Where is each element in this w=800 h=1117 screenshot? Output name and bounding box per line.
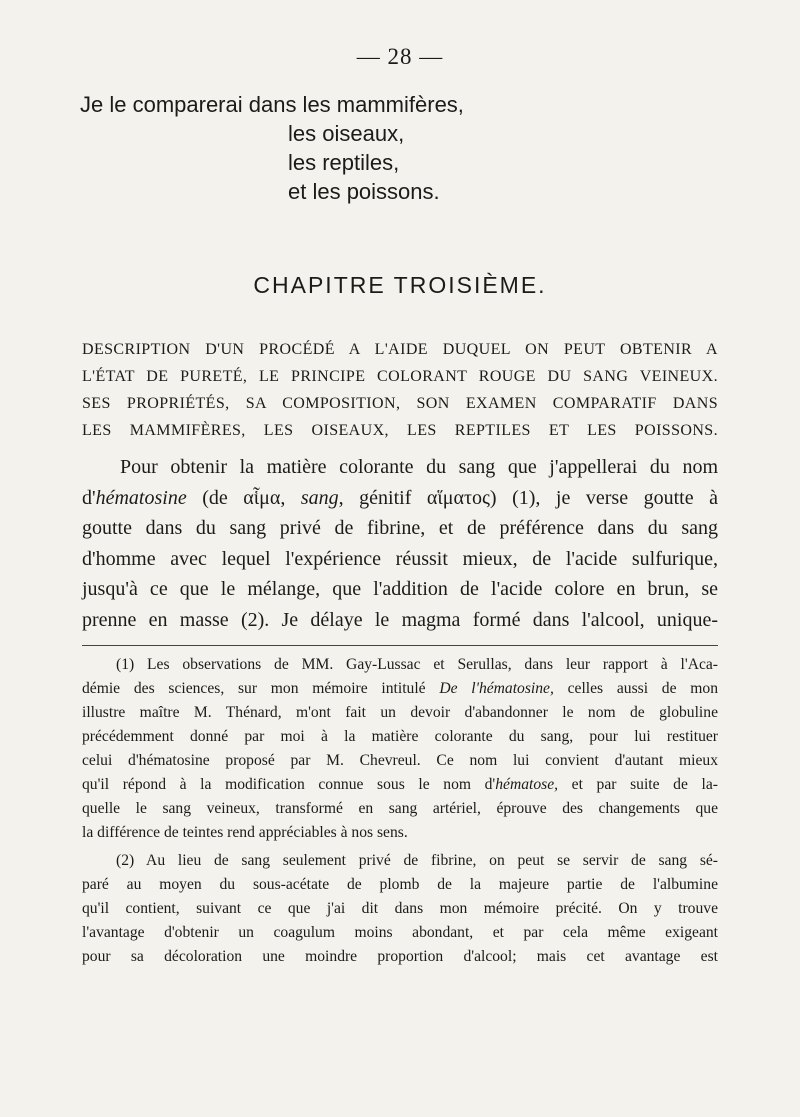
chapter-summary	[82, 336, 718, 444]
body-text-segment: (de αἷμα,	[186, 486, 301, 509]
italic-term: hématose,	[495, 776, 559, 793]
footnotes	[82, 653, 718, 969]
intro-lines	[80, 90, 464, 206]
footnote-text-segment: démie des sciences, sur mon mémoire intitulé	[82, 680, 440, 697]
footnote-line: précédemment donné par moi à la matière colorante du sang, pour lui restituer	[82, 728, 718, 745]
footnote-line: paré au moyen du sous-acétate de plomb de la majeure partie de l'albumine	[82, 876, 718, 893]
body-text-segment: d'	[82, 486, 96, 509]
summary-line: L'ÉTAT DE PURETÉ, LE PRINCIPE COLORANT ROUGE DU SANG VEINEUX.	[82, 368, 718, 385]
footnote-line: (2) Au lieu de sang seulement privé de fibrine, on peut se servir de sang sé-	[116, 852, 718, 869]
footnote-text-segment: et par suite de la-	[558, 776, 718, 793]
footnote-line: pour sa décoloration une moindre proportion d'alcool; mais cet avantage est	[82, 948, 718, 965]
footnote-line: celui d'hématosine proposé par M. Chevreul. Ce nom lui convient d'autant mieux	[82, 752, 718, 769]
body-paragraph	[82, 452, 718, 635]
summary-line: LES MAMMIFÈRES, LES OISEAUX, LES REPTILES ET LES POISSONS.	[82, 422, 718, 439]
body-line: Pour obtenir la matière colorante du sang que j'appellerai du nom	[120, 456, 718, 478]
intro-line: et les poissons.	[288, 179, 440, 204]
footnote-line	[82, 677, 718, 701]
summary-line: SES PROPRIÉTÉS, SA COMPOSITION, SON EXAMEN COMPARATIF DANS	[82, 395, 718, 412]
body-line: d'homme avec lequel l'expérience réussit mieux, de l'acide sulfurique,	[82, 547, 718, 570]
body-line: prenne en masse (2). Je délaye le magma formé dans l'alcool, unique-	[82, 608, 718, 631]
italic-term: hématosine	[95, 486, 187, 509]
italic-term: sang	[300, 486, 339, 509]
chapter-title: CHAPITRE TROISIÈME.	[253, 272, 547, 298]
footnote-line: (1) Les observations de MM. Gay-Lussac et Serullas, dans leur rapport à l'Aca-	[116, 656, 718, 673]
body-line	[82, 483, 718, 514]
summary-line: DESCRIPTION D'UN PROCÉDÉ A L'AIDE DUQUEL ON PEUT OBTENIR A	[82, 341, 718, 358]
intro-line: les reptiles,	[288, 150, 400, 175]
italic-title: De l'hématosine,	[439, 680, 554, 697]
footnote-line: illustre maître M. Thénard, m'ont fait un devoir d'abandonner le nom de globuline	[82, 704, 718, 721]
body-line: jusqu'à ce que le mélange, que l'addition de l'acide colore en brun, se	[82, 578, 718, 600]
footnote-line: quelle le sang veineux, transformé en sang artériel, éprouve des changements que	[82, 800, 718, 817]
body-text-segment: , génitif αἵματος) (1), je verse goutte à	[338, 486, 718, 509]
footnote-1	[82, 653, 718, 845]
footnote-line: qu'il contient, suivant ce que j'ai dit dans mon mémoire précité. On y trouve	[82, 900, 718, 917]
footnote-line	[82, 773, 718, 797]
footnote-2	[82, 849, 718, 969]
footnote-line: la différence de teintes rend appréciables à nos sens.	[82, 824, 408, 841]
page-number: — 28 —	[356, 44, 444, 69]
intro-line: les oiseaux,	[288, 121, 405, 146]
intro-line: Je le comparerai dans les mammifères,	[80, 92, 464, 117]
body-line: goutte dans du sang privé de fibrine, et de préférence dans du sang	[82, 517, 718, 539]
footnote-line: l'avantage d'obtenir un coagulum moins abondant, et par cela même exigeant	[82, 924, 718, 941]
footnote-text-segment: celles aussi de mon	[553, 680, 718, 697]
footnote-divider	[82, 645, 718, 646]
footnote-text-segment: qu'il répond à la modification connue sous le nom d'	[82, 776, 496, 793]
